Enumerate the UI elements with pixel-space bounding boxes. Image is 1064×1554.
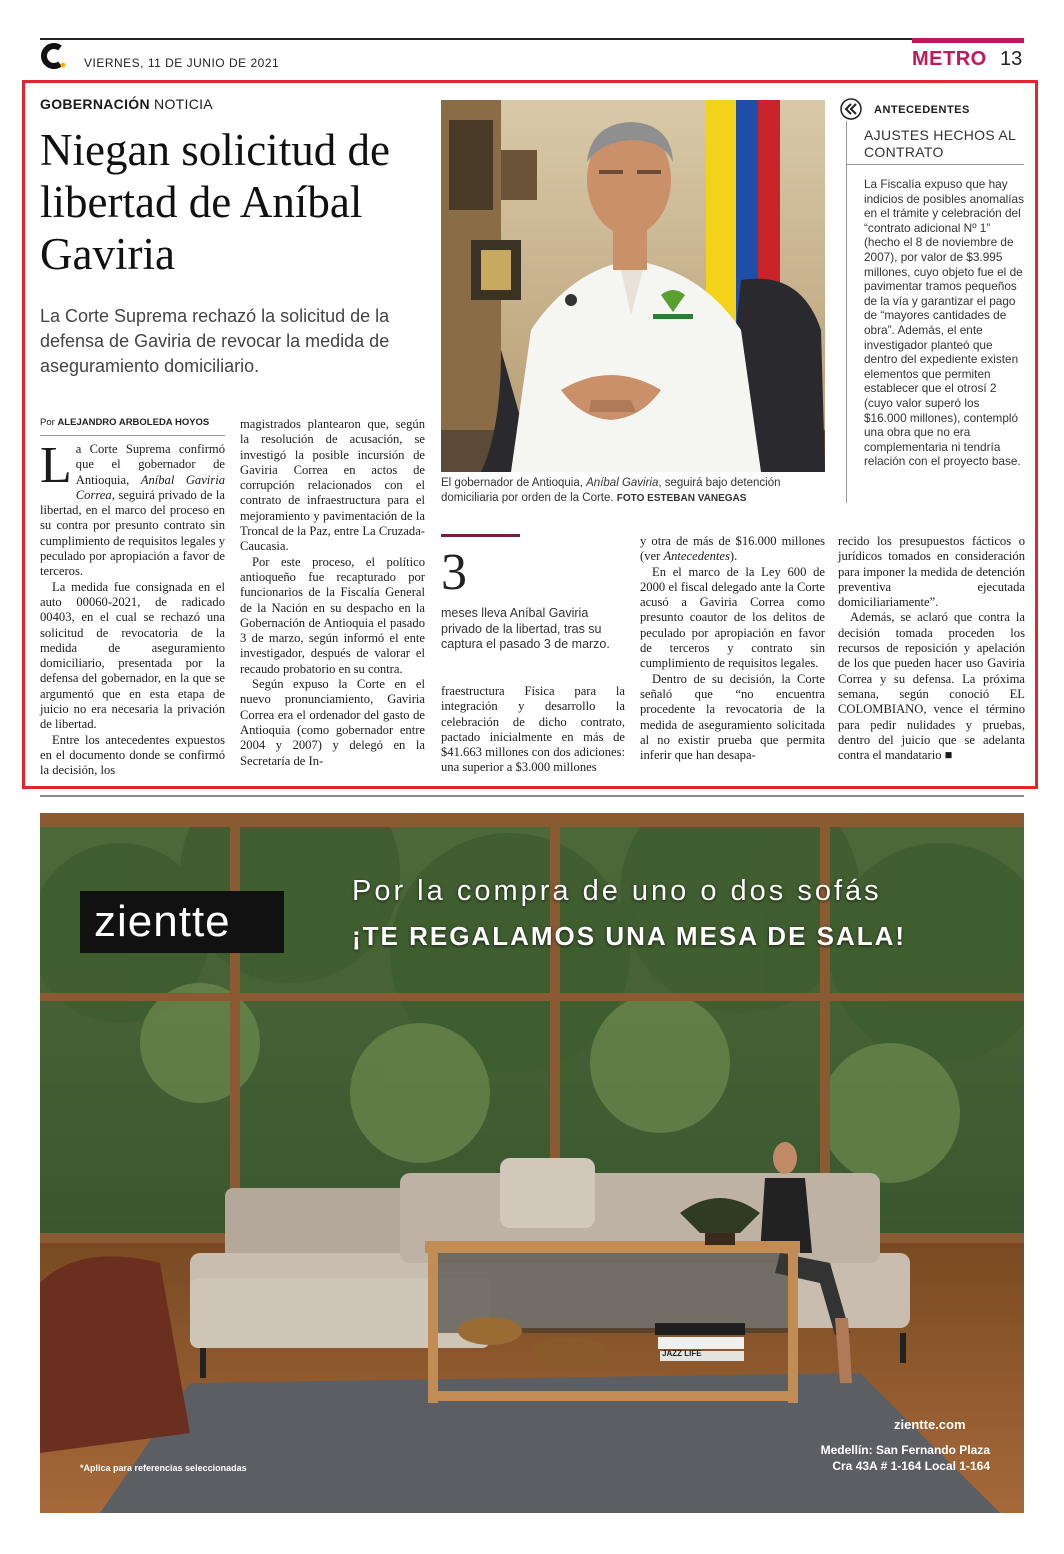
brand-logo-box (80, 891, 284, 953)
byline (40, 417, 209, 428)
zientte-advertisement (40, 813, 1024, 1513)
paragraph-text: a Corte Suprema confirmó que el gobernador de Antioquia, (75, 442, 225, 487)
page-separator (40, 795, 1024, 797)
pull-stat-bar (441, 534, 520, 537)
sidebar-kicker: ANTECEDENTES (874, 104, 970, 116)
section-name: METRO (912, 48, 987, 70)
sidebar-rule (846, 164, 1024, 165)
paragraph: En el marco de la Ley 600 de 2000 el fiscal delegado ante la Corte acusó a Gaviria Correa como presunto coautor de los delitos de peculado por apropiación en favor de terceros y contrato sin cumplimiento de requisitos legales. (640, 564, 825, 671)
sidebar-rule (846, 121, 847, 503)
ad-headline-1: Por la compra de uno o dos sofás (352, 875, 882, 907)
chevron-left-double-icon (840, 98, 862, 120)
brand-logo: zientte (94, 897, 231, 946)
ad-headline-2: ¡TE REGALAMOS UNA MESA DE SALA! (352, 921, 907, 951)
paragraph: Según expuso la Corte en el nuevo pronunciamiento, Gaviria Correa era el ordenador del gasto de Antioquia (como gobernador entre 2004 y 2007) y delegó en la Secretaría de In- (240, 677, 425, 768)
photo-caption (441, 476, 825, 506)
article-column-1 (40, 437, 225, 779)
newspaper-logo-icon (40, 42, 66, 70)
book-label: JAZZ LIFE (662, 1349, 702, 1358)
kicker-type: NOTICIA (149, 96, 213, 112)
byline-rule (40, 435, 225, 436)
photo-credit: FOTO ESTEBAN VANEGAS (616, 493, 747, 504)
article-dek: La Corte Suprema rechazó la solicitud de la defensa de Gaviria de revocar la medida de aseguramiento domiciliario. (40, 306, 390, 376)
byline-author: ALEJANDRO ARBOLEDA HOYOS (57, 417, 210, 428)
ad-address-2: Cra 43A # 1-164 Local 1-164 (832, 1459, 990, 1473)
issue-date: VIERNES, 11 DE JUNIO DE 2021 (84, 56, 280, 70)
article-headline: Niegan solicitud de libertad de Aníbal Gaviria (40, 125, 390, 279)
drop-cap: L (40, 437, 72, 494)
paragraph: magistrados plantearon que, según la resolución de acusación, se investigó la posible incursión de Gaviria Correa en actos de corrupción relacionados con el contrato de infraestructura para el mejoramiento y pavimentación de la Troncal de la Paz, entre La Cruzada-Caucasia. (240, 417, 425, 554)
paragraph-text: Además, se aclaró que contra la decisión tomada proceden los recursos de reposición y apelación de los que pueden hacer uso Gaviria Correa y su defensa. La próxima semana, según conoció EL COLOMBIANO, vence el término para pedir nulidades y pruebas, dentro del juicio que se adelanta contra el mandatario (838, 610, 1025, 763)
article-column-4 (640, 534, 825, 763)
article-photo (441, 100, 825, 472)
paragraph: Por este proceso, el político antioqueño fue recapturado por funcionarios de la Fiscalía General de la Nación en su despacho en la Gobernación de Antioquia el pasado 3 de marzo, según informó el ente investigador, después de valorar el recaudo probatorio en su contra. (240, 554, 425, 676)
paragraph-text: , seguirá privado de la libertad, en el marco del proceso en su contra por presunto contrato sin cumplimiento de requisitos legales y peculado por apropiación a favor de terceros. (40, 487, 225, 579)
paragraph: Dentro de su decisión, la Corte señaló que “no encuentra procedente la revocatoria de la medida de aseguramiento solicitada al no existir prueba que permita inferir que han desapa- (640, 671, 825, 763)
article-column-2 (240, 417, 425, 769)
kicker-category: GOBERNACIÓN (40, 96, 150, 112)
article-column-5 (838, 534, 1025, 763)
header-rule (40, 38, 1024, 40)
sidebar-title: AJUSTES HECHOS AL CONTRATO (864, 127, 1016, 160)
caption-text-start: El gobernador de Antioquia, (441, 477, 587, 489)
article-kicker (40, 96, 213, 112)
ad-disclaimer: *Aplica para referencias seleccionadas (80, 1463, 247, 1473)
pull-stat-number: 3 (441, 544, 467, 601)
paragraph-italic: Antecedentes (663, 549, 730, 564)
governor-portrait-image (441, 100, 825, 472)
end-mark: ■ (941, 748, 953, 763)
section-accent-bar (912, 38, 1024, 43)
article-column-3 (441, 684, 625, 776)
ad-address-1: Medellín: San Fernando Plaza (820, 1443, 990, 1457)
ad-website: zientte.com (894, 1417, 966, 1432)
paragraph-text: y otra de más de $16.000 millones (ver (640, 534, 825, 564)
caption-name: Aníbal Gaviria (586, 477, 659, 489)
paragraph-italic: Aníbal Gaviria Correa (75, 472, 225, 502)
byline-prefix: Por (40, 417, 58, 428)
sidebar-body: La Fiscalía expuso que hay indicios de posibles anomalías en el trámite y celebración del “contrato adicional Nº 1” (hecho el 8 de noviembre de 2007), por valor de $3.995 millones, cuyo objeto fue el de pavimentar tramos pequeños de la vía y garantizar el pago de “mayores cantidades de obra”. Además, el ente investigador planteó que dentro del expediente existen elementos que permiten establecer que el otrosí 2 (cuyo valor superó los $16.000 millones), contempló una obra que no era complementaria ni tendría relación con el proyecto base. (864, 177, 1025, 469)
paragraph: La medida fue consignada en el auto 00060-2021, de radicado 00403, en el cual se rechazó una solicitud de revocatoria de la medida de aseguramiento domiciliario, presentada por la defensa del gobernador, en la que se argumentó que en esta etapa de juicio no era necesaria la privación de libertad. (40, 579, 225, 732)
paragraph: recido los presupuestos fácticos o jurídicos tomados en consideración para imponer la medida de detención preventiva ejecutada domiciliariamente”. (838, 534, 1025, 610)
paragraph: Entre los antecedentes expuestos en el documento donde se confirmó la decisión, los (40, 732, 225, 778)
caption-text-end: , seguirá bajo detención domiciliaria por orden de la Corte. (441, 477, 781, 504)
paragraph-text: ). (729, 549, 738, 564)
page-number: 13 (1000, 48, 1023, 70)
pull-stat-text: meses lleva Aníbal Gaviria privado de la libertad, tras su captura el pasado 3 de marzo. (441, 606, 610, 651)
paragraph: fraestructura Física para la integración y desarrollo la celebración de dicho contrato, pactado inicialmente en más de $41.663 millones con dos adiciones: una superior a $3.000 millones (441, 684, 625, 775)
